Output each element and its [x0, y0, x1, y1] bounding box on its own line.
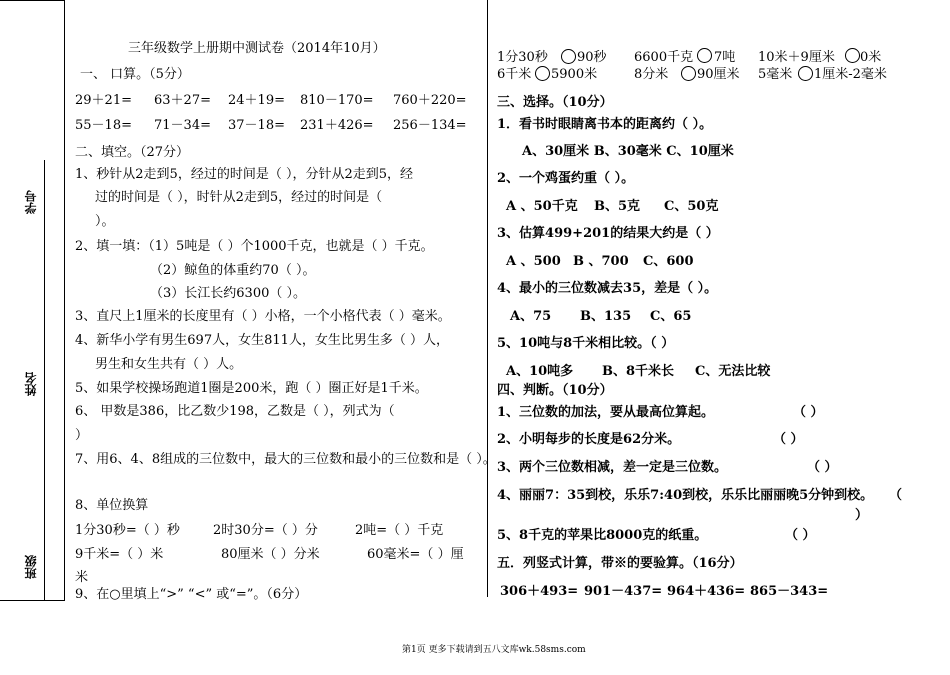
- margin-divider-line: [64, 0, 65, 600]
- choice-q1-options: A、30厘米 B、30毫米 C、10厘米: [522, 144, 734, 159]
- section-3-heading: 三、选择。（10分）: [497, 95, 613, 110]
- fill-q1-line3: ）。: [95, 214, 115, 229]
- compare-circle[interactable]: [681, 66, 696, 81]
- choice-option: A 、50千克: [506, 199, 578, 214]
- class-label: 班级: [24, 555, 38, 579]
- compare-circle[interactable]: [798, 66, 813, 81]
- calc-item: 964＋436=: [667, 584, 746, 599]
- compare-item: 5900米: [551, 67, 598, 82]
- fill-q7: 7、用6、4、8组成的三位数中，最大的三位数和最小的三位数和是（ ）。: [75, 452, 496, 467]
- fill-q6-line2: ）: [75, 428, 89, 443]
- calc-item: 865－343=: [750, 584, 829, 599]
- section-5-heading: 五．列竖式计算，带※的要验算。（16分）: [497, 556, 743, 571]
- judge-q5-paren: （ ）: [785, 528, 816, 543]
- choice-option: C、50克: [664, 199, 719, 214]
- compare-item: 6千米: [497, 67, 532, 82]
- choice-option: A、10吨多: [506, 364, 574, 379]
- oral-item: 810－170=: [300, 93, 374, 108]
- column-divider: [487, 0, 488, 597]
- unit-item: 2时30分=（ ）分: [213, 523, 318, 538]
- oral-item: 71－34=: [154, 118, 211, 133]
- choice-option: B 、700: [573, 254, 629, 269]
- calc-item: 306＋493=: [500, 584, 579, 599]
- section-4-heading: 四、判断。（10分）: [497, 383, 613, 398]
- compare-item: 8分米: [634, 67, 669, 82]
- choice-option: C、600: [643, 254, 694, 269]
- judge-q1-paren: （ ）: [793, 405, 824, 420]
- calc-item: 901－437=: [584, 584, 663, 599]
- choice-q3: 3、估算499+201的结果大约是（ ）: [497, 226, 719, 241]
- compare-item: 6600千克: [634, 50, 694, 65]
- choice-option: B、8千米长: [602, 364, 675, 379]
- oral-item: 24＋19=: [228, 93, 285, 108]
- compare-item: 90秒: [577, 50, 607, 65]
- unit-item: 60毫米=（ ）厘: [367, 547, 464, 562]
- fill-q2-line3: （3）长江长约6300（ ）。: [150, 286, 306, 301]
- page-footer: 第1页 更多下载请到五八文库wk.58sms.com: [402, 645, 586, 655]
- fill-q5: 5、如果学校操场跑道1圈是200米，跑（ ）圈正好是1千米。: [75, 381, 428, 396]
- judge-q3: 3、两个三位数相减，差一定是三位数。: [497, 460, 728, 475]
- judge-q4: 4、丽丽7：35到校，乐乐7:40到校，乐乐比丽丽晚5分钟到校。: [497, 488, 874, 503]
- unit-item: 2吨=（ ）千克: [355, 523, 444, 538]
- fill-q3: 3、直尺上1厘米的长度里有（ ）小格，一个小格代表（ ）毫米。: [75, 309, 451, 324]
- fill-q6-line1: 6、 甲数是386，比乙数少198，乙数是（ ），列式为（: [75, 404, 395, 419]
- choice-option: C、65: [650, 309, 692, 324]
- compare-circle[interactable]: [561, 49, 576, 64]
- compare-item: 90厘米: [697, 67, 740, 82]
- fill-q4-line2: 男生和女生共有（ ）人。: [95, 357, 243, 372]
- student-no-label: 学号: [24, 190, 38, 214]
- choice-option: B、135: [580, 309, 632, 324]
- fill-q8-heading: 8、单位换算: [75, 498, 149, 513]
- oral-item: 760＋220=: [393, 93, 467, 108]
- compare-circle[interactable]: [535, 66, 550, 81]
- judge-q4-paren-close: ）: [855, 508, 869, 523]
- fill-q2-line1: 2、填一填：（1）5吨是（ ）个1000千克，也就是（ ）千克。: [75, 239, 434, 254]
- judge-q4-paren-open: （: [889, 488, 903, 503]
- compare-item: 7吨: [714, 50, 736, 65]
- choice-q4: 4、最小的三位数减去35，差是（ ）。: [497, 281, 718, 296]
- margin-inner-line: [44, 160, 45, 600]
- page-title: 三年级数学上册期中测试卷（2014年10月）: [128, 41, 386, 56]
- judge-q3-paren: （ ）: [807, 460, 838, 475]
- margin-top-line: [0, 0, 64, 1]
- unit-item: 1分30秒=（ ）秒: [75, 523, 180, 538]
- choice-option: B、5克: [594, 199, 641, 214]
- fill-q4-line1: 4、新华小学有男生697人，女生811人，女生比男生多（ ）人，: [75, 333, 450, 348]
- oral-item: 37－18=: [228, 118, 285, 133]
- compare-circle[interactable]: [697, 48, 712, 63]
- judge-q2-paren: （ ）: [773, 432, 804, 447]
- fill-q1-line1: 1、秒针从2走到5，经过的时间是（ ），分针从2走到5，经: [75, 167, 413, 182]
- choice-option: A 、500: [506, 254, 561, 269]
- oral-item: 256－134=: [393, 118, 467, 133]
- compare-item: 1厘米-2毫米: [814, 67, 887, 82]
- oral-item: 63＋27=: [154, 93, 211, 108]
- choice-option: A、75: [510, 309, 552, 324]
- name-label: 姓名: [24, 372, 38, 396]
- oral-item: 55－18=: [75, 118, 132, 133]
- oral-item: 29＋21=: [75, 93, 132, 108]
- fill-q2-line2: （2）鲸鱼的体重约70（ ）。: [150, 263, 316, 278]
- judge-q2: 2、小明每步的长度是62分米。: [497, 432, 681, 447]
- unit-item: 9千米=（ ）米: [75, 547, 164, 562]
- margin-bottom-line: [0, 600, 65, 601]
- compare-circle[interactable]: [845, 48, 860, 63]
- compare-item: 1分30秒: [497, 50, 548, 65]
- choice-option: C、无法比较: [695, 364, 771, 379]
- judge-q5: 5、8千克的苹果比8000克的纸重。: [497, 528, 708, 543]
- judge-q1: 1、三位数的加法，要从最高位算起。: [497, 405, 715, 420]
- compare-item: 10米＋9厘米: [758, 50, 835, 65]
- compare-item: 5毫米: [758, 67, 793, 82]
- section-2-heading: 二、填空。（27分）: [75, 145, 190, 160]
- choice-q2: 2、一个鸡蛋约重（ ）。: [497, 171, 635, 186]
- unit-item-wrap: 米: [75, 570, 89, 585]
- compare-item: 0米: [860, 50, 882, 65]
- section-1-heading: 一、 口算。（5分）: [80, 67, 190, 82]
- choice-q5: 5、10吨与8千米相比较。（ ）: [497, 336, 675, 351]
- unit-item: 80厘米（ ）分米: [221, 547, 320, 562]
- choice-q1: 1．看书时眼睛离书本的距离约（ ）。: [497, 117, 713, 132]
- oral-item: 231＋426=: [300, 118, 374, 133]
- fill-q9: 9、在○里填上“>” “<” 或“=”。（6分）: [75, 587, 308, 602]
- fill-q1-line2: 过的时间是（ ），时针从2走到5，经过的时间是（: [95, 190, 383, 205]
